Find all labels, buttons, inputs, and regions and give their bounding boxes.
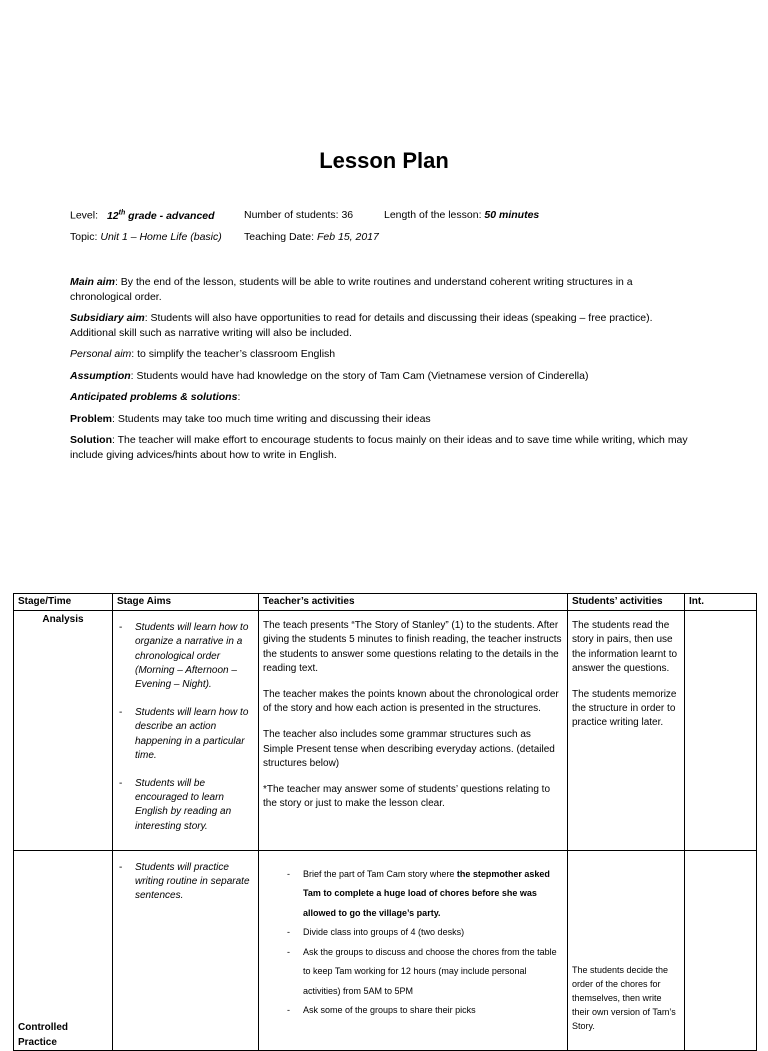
- header-int: Int.: [685, 594, 757, 611]
- stage-cell: Controlled Practice: [14, 850, 113, 1050]
- subsidiary-aim: Subsidiary aim: Students will also have opportunities to read for details and discussing their ideas (speaking – free practice). Additional skill such as narrative writing will also be included.: [70, 312, 653, 339]
- stage-cell: Analysis: [14, 611, 113, 851]
- personal-aim: Personal aim: to simplify the teacher’s classroom English: [70, 348, 336, 360]
- list-item: - Ask the groups to discuss and choose the chores from the table to keep Tam working for 12 hours (may include personal activities) from 5AM to 5PM: [287, 943, 563, 1002]
- lesson-length: Length of the lesson: 50 minutes: [384, 209, 540, 221]
- main-aim: Main aim: By the end of the lesson, students will be able to write routines and understand coherent writing structures in a chronological order.: [70, 276, 633, 303]
- teaching-date: Teaching Date: Feb 15, 2017: [244, 231, 379, 243]
- students-paragraph: The students memorize the structure in order to practice writing later.: [572, 689, 677, 729]
- int-cell: [685, 611, 757, 851]
- list-item: - Students will learn how to organize a narrative in a chronological order (Morning – Afternoon – Evening – Night).: [117, 621, 254, 692]
- stage-aims-cell: [113, 850, 259, 1050]
- students-activities-cell: [568, 850, 685, 1050]
- topic-field: Topic: Unit 1 – Home Life (basic): [70, 231, 222, 243]
- teacher-paragraph: The teacher also includes some grammar structures such as Simple Present tense when describing everyday actions. (detailed structures below): [263, 729, 555, 769]
- list-item: - Students will be encouraged to learn English by reading an interesting story.: [117, 777, 254, 834]
- aims-section: [70, 275, 695, 469]
- header-teacher-activities: Teacher’s activities: [259, 594, 568, 611]
- students-paragraph: The students read the story in pairs, then use the information learnt to answer the questions.: [572, 620, 678, 674]
- header-students-activities: Students’ activities: [568, 594, 685, 611]
- table-header-row: [14, 594, 757, 611]
- level-value: 12th grade - advanced: [106, 209, 215, 222]
- header-stage-time: Stage/Time: [14, 594, 113, 611]
- header-stage-aims: Stage Aims: [113, 594, 259, 611]
- table-row: [14, 850, 757, 1050]
- anticipated-problems: Anticipated problems & solutions:: [70, 391, 241, 403]
- page-title: Lesson Plan: [319, 148, 449, 173]
- table-row: [14, 611, 757, 851]
- teacher-activities-cell: [259, 850, 568, 1050]
- students-count: Number of students: 36: [244, 209, 354, 221]
- solution: Solution: The teacher will make effort to encourage students to focus mainly on their ideas and to save time while writing, which may include giving advices/hints about how to write in English.: [70, 434, 688, 461]
- list-item: - Brief the part of Tam Cam story where the stepmother asked Tam to complete a huge load of chores before she was allowed to go the village’s party.: [287, 865, 563, 924]
- stage-aims-cell: [113, 611, 259, 851]
- students-activities-cell: [568, 611, 685, 851]
- assumption: Assumption: Students would have had knowledge on the story of Tam Cam (Vietnamese version of Cinderella): [70, 369, 589, 382]
- teacher-activities-cell: [259, 611, 568, 851]
- list-item: - Students will practice writing routine in separate sentences.: [117, 861, 254, 904]
- problem: Problem: Students may take too much time writing and discussing their ideas: [70, 412, 431, 425]
- int-cell: [685, 850, 757, 1050]
- list-item: - Divide class into groups of 4 (two desks): [287, 923, 563, 943]
- teacher-paragraph: The teach presents “The Story of Stanley” (1) to the students. After giving the students 5 minutes to finish reading, the teacher instructs the students to answer some questions relating to the details in the reading text.: [263, 620, 562, 674]
- level-label: Level:: [70, 209, 99, 222]
- level-field: [70, 209, 215, 222]
- list-item: - Students will learn how to describe an action happening in a particular time.: [117, 706, 254, 763]
- teacher-paragraph: *The teacher may answer some of students’ questions relating to the story or just to make the lesson clear.: [263, 784, 551, 810]
- students-paragraph: The students decide the order of the chores for themselves, then write their own version of Tam’s Story.: [572, 964, 676, 1031]
- teacher-paragraph: The teacher makes the points known about the chronological order of the story and how each action is presented in the structures.: [263, 689, 559, 715]
- list-item: - Ask some of the groups to share their picks: [287, 1001, 563, 1021]
- lesson-plan-table: [13, 593, 757, 1051]
